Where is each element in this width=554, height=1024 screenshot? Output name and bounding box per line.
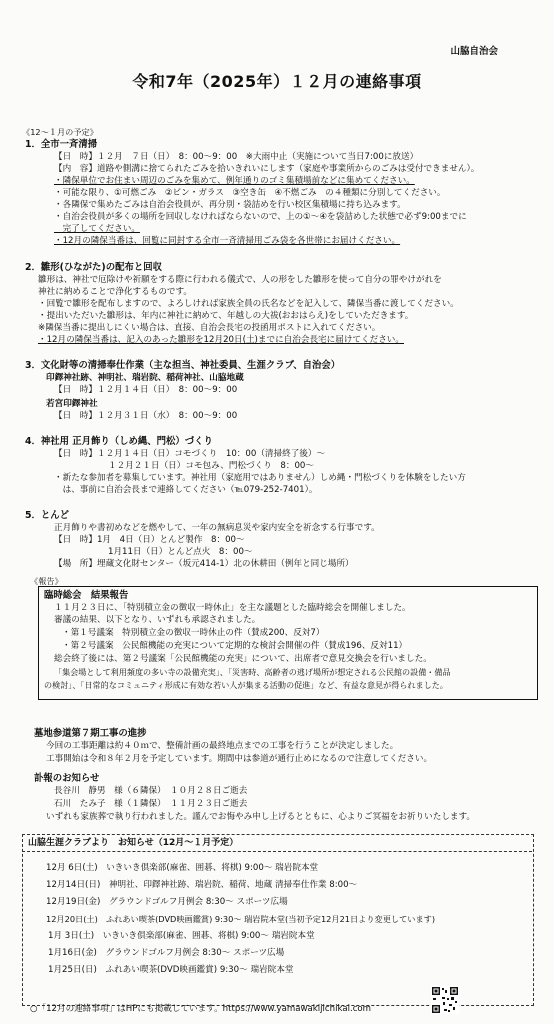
section-2-heading: 2．雛形(ひながた)の配布と回収 <box>25 262 162 273</box>
section-2-line: 雛形は、神社で厄除けや祈願をする際に行われる儀式で、人の形をした雛形を使って自分の罪やけがれを <box>38 275 442 285</box>
organization-name: 山脇自治会 <box>450 46 498 57</box>
section-4-line: １２月２１日（日）コモ包み、門松づくり 8：00～ <box>108 461 314 471</box>
obituary-line: 長谷川 静男 様（６隣保） １０月２８日ご逝去 <box>54 786 248 796</box>
cemetery-line: 今回の工事距離は約４０ｍで、整備計画の最終地点までの工事を行うことが決定しました。 <box>46 741 399 751</box>
section-3-heading: 3．文化財等の清掃奉仕作業（主な担当、神社委員、生涯クラブ、自治会） <box>25 360 341 371</box>
section-1-line: ・隣保単位でお住まい周辺のごみを集めて、例年通りのゴミ集積場前などに集めてください。 <box>54 176 415 186</box>
schedule-label: 《12～１月の予定》 <box>22 127 98 137</box>
club-divider <box>22 851 532 852</box>
club-row: 1月25日(日) ふれあい喫茶(DVD映画鑑賞) 9:30～ 瑞岩院本堂 <box>48 965 294 975</box>
report-line: ・第２号議案 公民館機能の充実について定期的な検討会開催の件（賛成196、反対11） <box>62 641 408 651</box>
club-row: 12月20日(土) ふれあい喫茶(DVD映画鑑賞) 9:30～ 瑞岩院本堂(当初予定12月21日より変更しています) <box>46 914 436 924</box>
club-row: 12月 6日(土) いきいき倶楽部(麻雀、囲碁、将棋) 9:00～ 瑞岩院本堂 <box>46 863 319 873</box>
club-heading: 山脇生涯クラブより お知らせ（12月～１月予定） <box>28 838 239 848</box>
section-4-line: 【日 時】１２月１４日（日）コモづくり 10：00（清掃終了後）～ <box>54 449 326 459</box>
section-1-line: 【内 容】道路や側溝に捨てられたごみを拾いきれいにします（家庭や事業所からのごみは受付できません）。 <box>54 164 480 174</box>
section-1-line: ・各隣保で集めたごみは自治会役員が、再分別・袋詰めを行い校区集積場に持ち込みます。 <box>54 200 406 210</box>
report-heading: 臨時総会 結果報告 <box>44 590 129 601</box>
section-5-heading: 5．とんど <box>25 510 70 521</box>
section-3-line: 印鐸神社跡、神明社、瑞岩院、稲荷神社、山脇地蔵 <box>46 373 244 383</box>
section-4-line: は、事前に自治会長まで連絡してください（℡079-252-7401）。 <box>54 485 318 495</box>
section-2-line: ※隣保当番に提出しにくい場合は、直接、自治会長宅の投函用ポストに入れてください。 <box>38 323 381 333</box>
cemetery-heading: 墓地参道第７期工事の進捗 <box>34 728 147 739</box>
report-line: 審議の結果、以下となり、いずれも承認されました。 <box>54 615 261 625</box>
section-5-line: 【場 所】埋蔵文化財センター（坂元414-1）北の休耕田（例年と同じ場所） <box>54 559 354 569</box>
section-3-line: 【日 時】１２月３１日（水） 8：00～9：00 <box>54 411 238 421</box>
club-row: 12月14日(日) 神明社、印鐸神社跡、瑞岩院、稲荷、地蔵 清掃奉仕作業 8:00～ <box>46 880 358 890</box>
report-label: 《報告》 <box>30 576 63 586</box>
club-row: 1月16日(金) グラウンドゴルフ月例会 8:30～ スポーツ広場 <box>48 948 285 958</box>
obituary-line: 石川 たみ子 様（１隣保） １１月２３日ご逝去 <box>54 799 248 809</box>
section-2-line: ・回覧で雛形を配布しますので、よろしければ家族全員の氏名などを記入して、隣保当番に渡してください。 <box>38 299 459 309</box>
footer-note: ○「12月の連絡事項」はHPにも掲載しています。https://www.yamawakijichikai.com <box>30 1004 372 1014</box>
section-2-line: 神社に納めることで浄化するものです。 <box>38 287 193 297</box>
cemetery-line: 工事開始は令和８年２月を予定しています。期間中は参道が通行止めになるので注意してください。 <box>46 754 433 764</box>
obituary-line: いずれも家族葬で執り行われました。謹んでお悔やみ申し上げるとともに、心よりご冥福をお祈りいたします。 <box>46 812 476 822</box>
section-1-heading: 1．全市一斉清掃 <box>25 139 98 150</box>
report-line: 「集会場として利用頻度の多い寺の設備充実」、「災害時、高齢者の逃げ場所が想定される公民館の設備・備品 <box>54 667 451 677</box>
obituary-heading: 訃報のお知らせ <box>34 773 100 784</box>
club-row: 1月 3日(土) いきいき倶楽部(麻雀、囲碁、将棋) 9:00～ 瑞岩院本堂 <box>48 931 315 941</box>
section-5-line: 1月11日（日）とんど点火 8：00～ <box>108 547 253 557</box>
section-5-line: 正月飾りや書初めなどを燃やして、一年の無病息災や家内安全を祈念する行事です。 <box>54 523 380 533</box>
report-line: １１月２３日に、「特別積立金の徴収一時休止」を主な議題とした臨時総会を開催しました。 <box>54 603 411 613</box>
section-1-line: 完了してください。 <box>54 224 140 234</box>
section-1-line: ・自治会役員が多くの場所を回収しなければならないので、上の①～④を袋詰めした状態で必ず9:00までに <box>54 212 467 222</box>
section-1-line: ・12月の隣保当番は、回覧に同封する全市一斉清掃用ごみ袋を各世帯にお届けください。 <box>54 236 401 246</box>
section-1-line: ・可能な限り、①可燃ごみ ②ビン・ガラス ③空き缶 ④不燃ごみ の４種類に分別してください。 <box>54 188 446 198</box>
section-2-line: ・12月の隣保当番は、記入のあった雛形を12月20日(土)までに自治会長宅に届けてください。 <box>38 335 404 345</box>
qr-code-icon[interactable] <box>431 986 459 1014</box>
section-1-line: 【日 時】１２月 ７日（日） 8：00～9：00 ※大雨中止（実施について当日7:00に放送） <box>54 152 419 162</box>
page-title: 令和7年（2025年）１２月の連絡事項 <box>132 72 422 91</box>
section-3-line: 【日 時】１２月１４日（日） 8：00～9：00 <box>54 385 238 395</box>
section-5-line: 【日 時】1月 4日（日）とんど製作 8：00～ <box>54 535 245 545</box>
section-3-line: 若宮印鐸神社 <box>46 399 98 409</box>
report-line: 総会終了後には、第２号議案「公民館機能の充実」について、出席者で意見交換会を行いました。 <box>54 654 432 664</box>
report-line: ・第１号議案 特別積立金の徴収一時休止の件（賛成200、反対7） <box>62 628 325 638</box>
report-line: の検討」、「日常的なコミュニティ形成に有効な若い人が集まる活動の促進」など、有益な意見が得られました。 <box>44 680 448 690</box>
club-row: 12月19日(金) グラウンドゴルフ月例会 8:30～ スポーツ広場 <box>46 897 288 907</box>
section-4-heading: 4．神社用 正月飾り（しめ縄、門松）づくり <box>25 436 213 447</box>
section-2-line: ・提出いただいた雛形は、年内に神社に納めて、年越しの大祓(おおはらえ)をしていただきます。 <box>38 311 414 321</box>
section-4-line: ・新たな参加者を募集しています。神社用（家庭用ではありません）しめ縄・門松づくりを体験をしたい方 <box>54 473 466 483</box>
